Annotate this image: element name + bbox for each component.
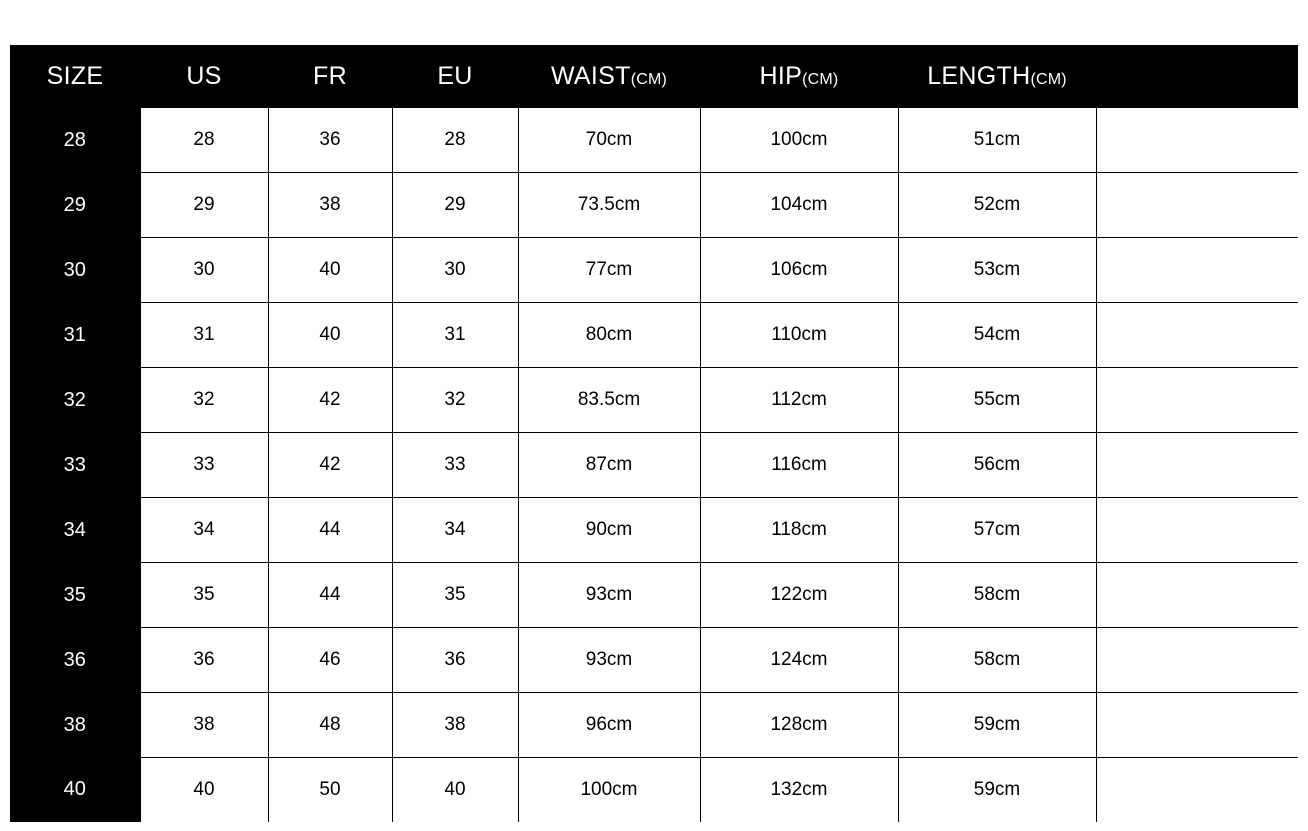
column-header-us xyxy=(140,45,268,108)
cell-extra xyxy=(1096,498,1298,563)
table-row xyxy=(10,108,1298,173)
cell-us: 31 xyxy=(140,303,268,368)
table-row xyxy=(10,303,1298,368)
header-label: SIZE xyxy=(46,62,104,90)
cell-eu: 30 xyxy=(392,238,518,303)
cell-eu: 38 xyxy=(392,693,518,758)
cell-fr: 40 xyxy=(268,238,392,303)
header-unit: (CM) xyxy=(802,71,839,88)
cell-extra xyxy=(1096,563,1298,628)
cell-eu: 36 xyxy=(392,628,518,693)
cell-size: 33 xyxy=(10,433,140,498)
cell-length: 59cm xyxy=(898,758,1096,823)
cell-eu: 29 xyxy=(392,173,518,238)
column-header-size xyxy=(10,45,140,108)
cell-size: 35 xyxy=(10,563,140,628)
cell-waist: 96cm xyxy=(518,693,700,758)
column-header-hip xyxy=(700,45,898,108)
cell-length: 53cm xyxy=(898,238,1096,303)
cell-extra xyxy=(1096,238,1298,303)
header-label: FR xyxy=(313,62,347,90)
cell-length: 59cm xyxy=(898,693,1096,758)
cell-extra xyxy=(1096,368,1298,433)
cell-length: 58cm xyxy=(898,628,1096,693)
cell-waist: 80cm xyxy=(518,303,700,368)
cell-fr: 46 xyxy=(268,628,392,693)
cell-extra xyxy=(1096,628,1298,693)
cell-us: 35 xyxy=(140,563,268,628)
cell-eu: 31 xyxy=(392,303,518,368)
cell-waist: 73.5cm xyxy=(518,173,700,238)
table-row xyxy=(10,498,1298,563)
cell-length: 52cm xyxy=(898,173,1096,238)
table-header xyxy=(10,45,1298,108)
cell-waist: 100cm xyxy=(518,758,700,823)
cell-hip: 132cm xyxy=(700,758,898,823)
header-unit: (CM) xyxy=(1030,71,1067,88)
cell-size: 31 xyxy=(10,303,140,368)
cell-fr: 48 xyxy=(268,693,392,758)
size-chart-container xyxy=(10,45,1298,810)
cell-hip: 118cm xyxy=(700,498,898,563)
cell-eu: 40 xyxy=(392,758,518,823)
cell-size: 32 xyxy=(10,368,140,433)
size-chart-table xyxy=(10,45,1298,822)
column-header-extra xyxy=(1096,45,1298,108)
cell-us: 28 xyxy=(140,108,268,173)
cell-extra xyxy=(1096,303,1298,368)
cell-eu: 28 xyxy=(392,108,518,173)
table-row xyxy=(10,173,1298,238)
column-header-fr xyxy=(268,45,392,108)
cell-length: 58cm xyxy=(898,563,1096,628)
table-row xyxy=(10,563,1298,628)
cell-length: 57cm xyxy=(898,498,1096,563)
table-row xyxy=(10,758,1298,823)
cell-length: 55cm xyxy=(898,368,1096,433)
table-row xyxy=(10,433,1298,498)
cell-us: 34 xyxy=(140,498,268,563)
cell-us: 40 xyxy=(140,758,268,823)
cell-length: 54cm xyxy=(898,303,1096,368)
cell-length: 51cm xyxy=(898,108,1096,173)
cell-fr: 44 xyxy=(268,498,392,563)
cell-us: 38 xyxy=(140,693,268,758)
cell-size: 29 xyxy=(10,173,140,238)
header-label: US xyxy=(186,62,222,90)
header-unit: (CM) xyxy=(630,71,668,88)
header-label: HIP xyxy=(759,62,803,90)
cell-extra xyxy=(1096,693,1298,758)
cell-hip: 116cm xyxy=(700,433,898,498)
cell-fr: 42 xyxy=(268,433,392,498)
cell-size: 36 xyxy=(10,628,140,693)
cell-us: 36 xyxy=(140,628,268,693)
cell-fr: 42 xyxy=(268,368,392,433)
cell-hip: 104cm xyxy=(700,173,898,238)
header-row xyxy=(10,45,1298,108)
cell-waist: 70cm xyxy=(518,108,700,173)
cell-extra xyxy=(1096,433,1298,498)
cell-extra xyxy=(1096,108,1298,173)
cell-waist: 93cm xyxy=(518,563,700,628)
cell-hip: 128cm xyxy=(700,693,898,758)
header-label: WAIST xyxy=(550,62,631,90)
table-body xyxy=(10,108,1298,822)
cell-size: 28 xyxy=(10,108,140,173)
table-row xyxy=(10,693,1298,758)
cell-hip: 100cm xyxy=(700,108,898,173)
cell-waist: 77cm xyxy=(518,238,700,303)
column-header-length xyxy=(898,45,1096,108)
cell-eu: 33 xyxy=(392,433,518,498)
column-header-eu xyxy=(392,45,518,108)
cell-size: 40 xyxy=(10,758,140,823)
cell-fr: 38 xyxy=(268,173,392,238)
header-label: EU xyxy=(437,62,473,90)
table-row xyxy=(10,628,1298,693)
cell-fr: 44 xyxy=(268,563,392,628)
cell-fr: 36 xyxy=(268,108,392,173)
cell-size: 30 xyxy=(10,238,140,303)
cell-us: 32 xyxy=(140,368,268,433)
cell-extra xyxy=(1096,173,1298,238)
cell-waist: 93cm xyxy=(518,628,700,693)
cell-waist: 87cm xyxy=(518,433,700,498)
cell-size: 38 xyxy=(10,693,140,758)
cell-size: 34 xyxy=(10,498,140,563)
cell-hip: 124cm xyxy=(700,628,898,693)
cell-hip: 106cm xyxy=(700,238,898,303)
cell-extra xyxy=(1096,758,1298,823)
cell-eu: 35 xyxy=(392,563,518,628)
cell-fr: 40 xyxy=(268,303,392,368)
cell-us: 33 xyxy=(140,433,268,498)
cell-eu: 32 xyxy=(392,368,518,433)
column-header-waist xyxy=(518,45,700,108)
cell-hip: 122cm xyxy=(700,563,898,628)
cell-hip: 112cm xyxy=(700,368,898,433)
header-label: LENGTH xyxy=(927,62,1031,90)
cell-length: 56cm xyxy=(898,433,1096,498)
cell-us: 30 xyxy=(140,238,268,303)
cell-fr: 50 xyxy=(268,758,392,823)
table-row xyxy=(10,238,1298,303)
cell-us: 29 xyxy=(140,173,268,238)
cell-hip: 110cm xyxy=(700,303,898,368)
cell-eu: 34 xyxy=(392,498,518,563)
table-row xyxy=(10,368,1298,433)
cell-waist: 90cm xyxy=(518,498,700,563)
cell-waist: 83.5cm xyxy=(518,368,700,433)
